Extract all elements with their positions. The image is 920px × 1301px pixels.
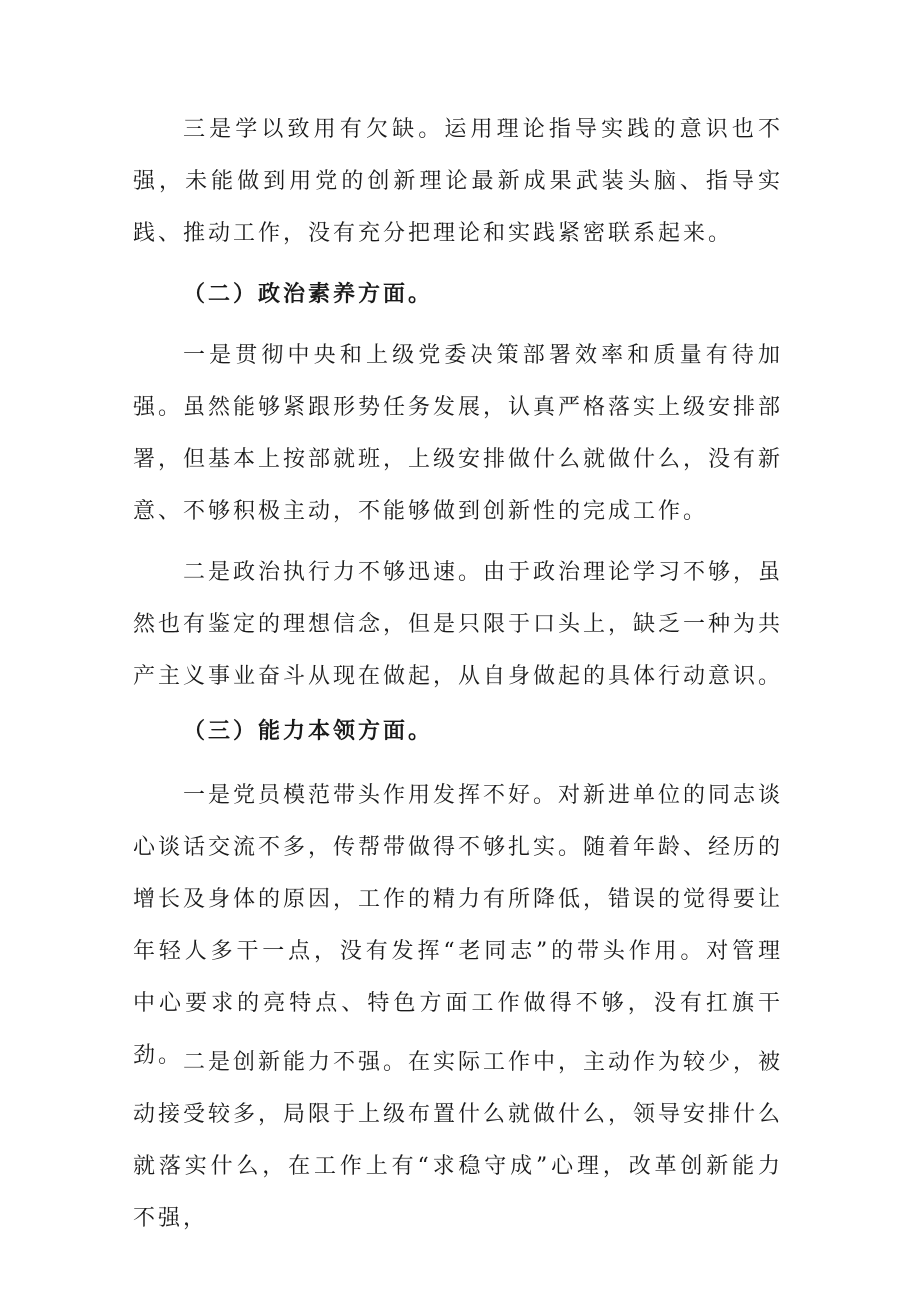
section-heading-political-literacy: （二）政治素养方面。: [183, 281, 434, 307]
paragraph-study-application: 三是学以致用有欠缺。运用理论指导实践的意识也不强，未能做到用党的创新理论最新成果武装头脑、指导实践、推动工作，没有充分把理论和实践紧密联系起来。: [133, 117, 783, 246]
paragraph-political-execution: 二是政治执行力不够迅速。由于政治理论学习不够，虽然也有鉴定的理想信念，但是只限于口头上，缺乏一种为共产主义事业奋斗从现在做起，从自身做起的具体行动意识。: [133, 560, 784, 689]
paragraph-exemplary-role: 一是党员模范带头作用发挥不好。对新进单位的同志谈心谈话交流不多，传帮带做得不够扎实。随着年龄、经历的增长及身体的原因，工作的精力有所降低，错误的觉得要让年轻人多干一点，没有发挥“老同志”的带头作用。对管理中心要求的亮特点、特色方面工作做得不够，没有扛旗干劲。: [133, 783, 784, 1068]
paragraph-implementation-efficiency: 一是贯彻中央和上级党委决策部署效率和质量有待加强。虽然能够紧跟形势任务发展，认真严格落实上级安排部署，但基本上按部就班，上级安排做什么就做什么，没有新意、不够积极主动，不能够做到创新性的完成工作。: [133, 343, 784, 524]
section-heading-capability: （三）能力本领方面。: [183, 718, 434, 744]
paragraph-innovation-ability: 二是创新能力不强。在实际工作中，主动作为较少，被动接受较多，局限于上级布置什么就做什么，领导安排什么就落实什么，在工作上有“求稳守成”心理，改革创新能力不强，: [133, 1050, 784, 1231]
